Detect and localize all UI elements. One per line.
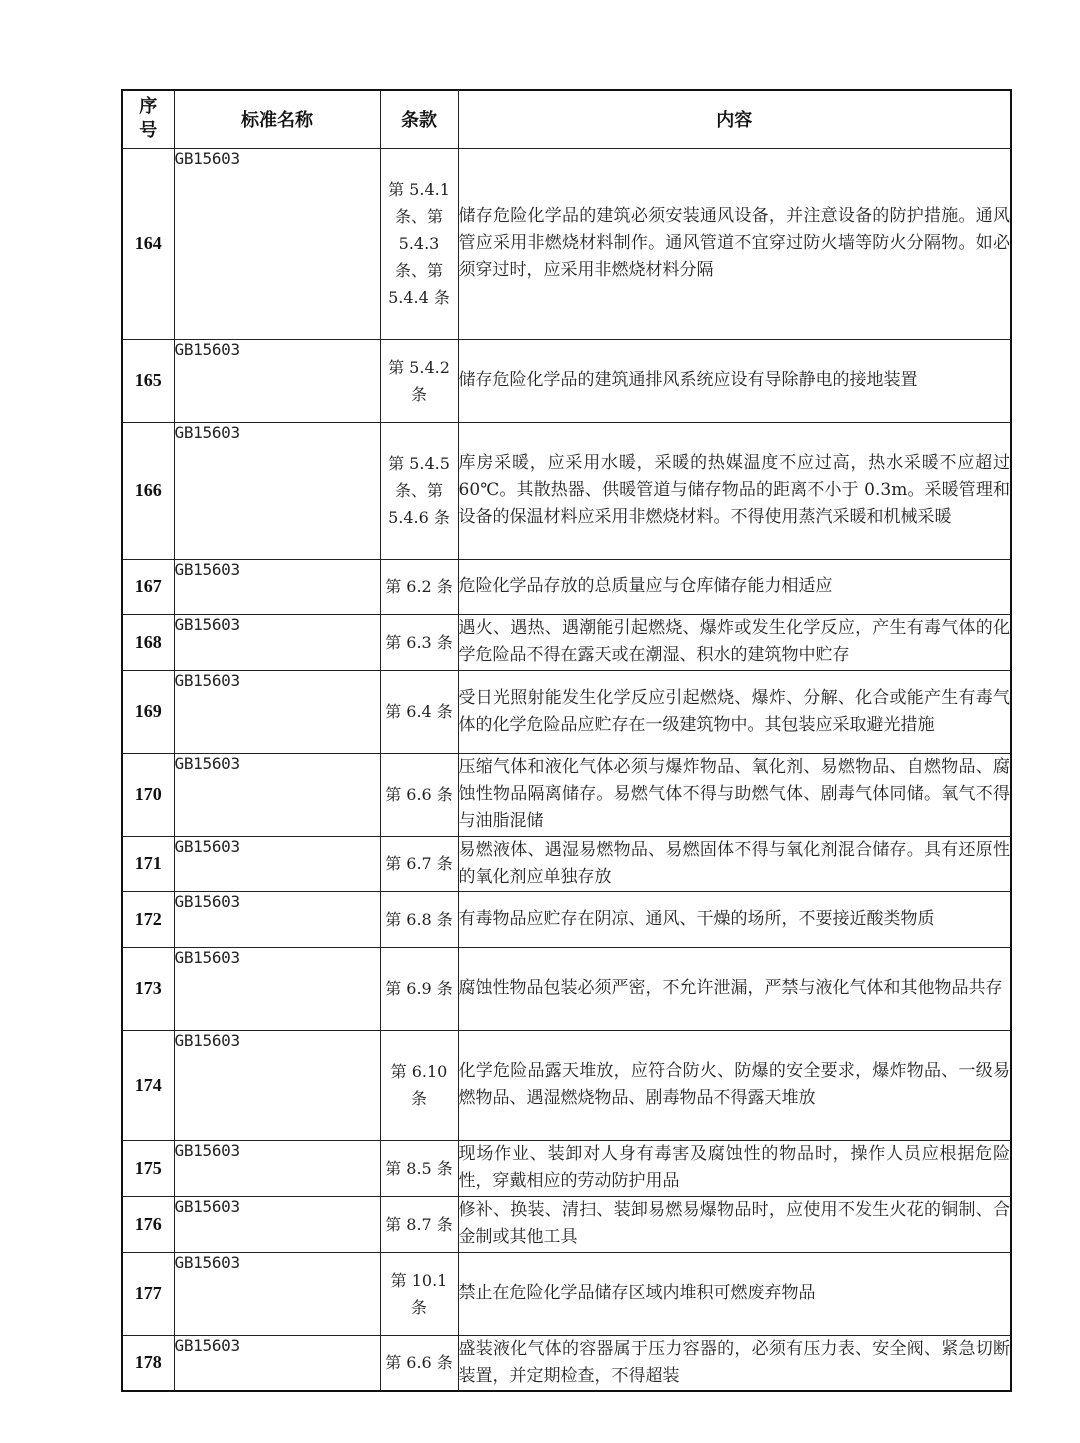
standard-name: GB15603 bbox=[174, 1335, 380, 1391]
standard-name: GB15603 bbox=[174, 1196, 380, 1252]
requirement-content: 危险化学品存放的总质量应与仓库储存能力相适应 bbox=[458, 559, 1011, 614]
clause-reference: 第 6.6 条 bbox=[380, 753, 458, 836]
requirement-content: 压缩气体和液化气体必须与爆炸物品、氧化剂、易燃物品、自燃物品、腐蚀性物品隔离储存。易燃气体不得与助燃气体、剧毒气体同储。氧气不得与油脂混储 bbox=[458, 753, 1011, 836]
clause-reference: 第 6.2 条 bbox=[380, 559, 458, 614]
table-row bbox=[122, 339, 1011, 422]
row-number: 175 bbox=[122, 1140, 174, 1196]
table-row bbox=[122, 753, 1011, 836]
table-row bbox=[122, 836, 1011, 891]
table-row bbox=[122, 947, 1011, 1030]
row-number: 168 bbox=[122, 614, 174, 670]
table-row bbox=[122, 1252, 1011, 1335]
requirement-content: 易燃液体、遇湿易燃物品、易燃固体不得与氧化剂混合储存。具有还原性的氧化剂应单独存放 bbox=[458, 836, 1011, 891]
row-number: 178 bbox=[122, 1335, 174, 1391]
requirement-content: 受日光照射能发生化学反应引起燃烧、爆炸、分解、化合或能产生有毒气体的化学危险品应贮存在一级建筑物中。其包装应采取避光措施 bbox=[458, 670, 1011, 753]
clause-reference: 第 8.7 条 bbox=[380, 1196, 458, 1252]
row-number: 177 bbox=[122, 1252, 174, 1335]
requirement-content: 储存危险化学品的建筑必须安装通风设备，并注意设备的防护措施。通风管应采用非燃烧材料制作。通风管道不宜穿过防火墙等防火分隔物。如必须穿过时，应采用非燃烧材料分隔 bbox=[458, 148, 1011, 339]
clause-reference: 第 10.1 条 bbox=[380, 1252, 458, 1335]
header-content: 内容 bbox=[458, 90, 1011, 148]
row-number: 164 bbox=[122, 148, 174, 339]
standard-name: GB15603 bbox=[174, 1140, 380, 1196]
requirement-content: 腐蚀性物品包装必须严密，不允许泄漏，严禁与液化气体和其他物品共存 bbox=[458, 947, 1011, 1030]
standard-name: GB15603 bbox=[174, 947, 380, 1030]
requirement-content: 库房采暖，应采用水暖，采暖的热媒温度不应过高，热水采暖不应超过 60℃。其散热器、供暖管道与储存物品的距离不小于 0.3m。采暖管理和设备的保温材料应采用非燃烧材料。不得使用蒸汽采暖和机械采暖 bbox=[458, 422, 1011, 559]
standard-name: GB15603 bbox=[174, 1252, 380, 1335]
header-serial-number: 序 号 bbox=[122, 90, 174, 148]
clause-reference: 第 6.7 条 bbox=[380, 836, 458, 891]
clause-reference: 第 5.4.2 条 bbox=[380, 339, 458, 422]
requirement-content: 化学危险品露天堆放，应符合防火、防爆的安全要求，爆炸物品、一级易燃物品、遇湿燃烧物品、剧毒物品不得露天堆放 bbox=[458, 1030, 1011, 1140]
header-clause: 条款 bbox=[380, 90, 458, 148]
standard-name: GB15603 bbox=[174, 836, 380, 891]
row-number: 174 bbox=[122, 1030, 174, 1140]
requirement-content: 遇火、遇热、遇潮能引起燃烧、爆炸或发生化学反应，产生有毒气体的化学危险品不得在露天或在潮湿、积水的建筑物中贮存 bbox=[458, 614, 1011, 670]
table-row bbox=[122, 1140, 1011, 1196]
table-row bbox=[122, 1335, 1011, 1391]
clause-reference: 第 5.4.5 条、第 5.4.6 条 bbox=[380, 422, 458, 559]
standard-name: GB15603 bbox=[174, 670, 380, 753]
header-row bbox=[122, 90, 1011, 148]
row-number: 169 bbox=[122, 670, 174, 753]
standard-name: GB15603 bbox=[174, 614, 380, 670]
row-number: 171 bbox=[122, 836, 174, 891]
row-number: 172 bbox=[122, 891, 174, 947]
table-row bbox=[122, 422, 1011, 559]
requirement-content: 修补、换装、清扫、装卸易燃易爆物品时，应使用不发生火花的铜制、合金制或其他工具 bbox=[458, 1196, 1011, 1252]
clause-reference: 第 6.6 条 bbox=[380, 1335, 458, 1391]
requirement-content: 盛装液化气体的容器属于压力容器的，必须有压力表、安全阀、紧急切断装置，并定期检查，不得超装 bbox=[458, 1335, 1011, 1391]
row-number: 165 bbox=[122, 339, 174, 422]
table-row bbox=[122, 1196, 1011, 1252]
standard-name: GB15603 bbox=[174, 339, 380, 422]
header-standard-name: 标准名称 bbox=[174, 90, 380, 148]
regulations-table bbox=[121, 89, 1012, 1392]
clause-reference: 第 5.4.1 条、第 5.4.3 条、第 5.4.4 条 bbox=[380, 148, 458, 339]
row-number: 176 bbox=[122, 1196, 174, 1252]
standard-name: GB15603 bbox=[174, 148, 380, 339]
table-row bbox=[122, 614, 1011, 670]
requirement-content: 储存危险化学品的建筑通排风系统应设有导除静电的接地装置 bbox=[458, 339, 1011, 422]
row-number: 173 bbox=[122, 947, 174, 1030]
clause-reference: 第 6.8 条 bbox=[380, 891, 458, 947]
row-number: 170 bbox=[122, 753, 174, 836]
standard-name: GB15603 bbox=[174, 1030, 380, 1140]
clause-reference: 第 6.3 条 bbox=[380, 614, 458, 670]
table-row bbox=[122, 891, 1011, 947]
requirement-content: 禁止在危险化学品储存区域内堆积可燃废弃物品 bbox=[458, 1252, 1011, 1335]
standard-name: GB15603 bbox=[174, 753, 380, 836]
requirement-content: 现场作业、装卸对人身有毒害及腐蚀性的物品时，操作人员应根据危险性，穿戴相应的劳动防护用品 bbox=[458, 1140, 1011, 1196]
row-number: 166 bbox=[122, 422, 174, 559]
standard-name: GB15603 bbox=[174, 891, 380, 947]
row-number: 167 bbox=[122, 559, 174, 614]
clause-reference: 第 8.5 条 bbox=[380, 1140, 458, 1196]
table-row bbox=[122, 559, 1011, 614]
standard-name: GB15603 bbox=[174, 559, 380, 614]
clause-reference: 第 6.10 条 bbox=[380, 1030, 458, 1140]
standard-name: GB15603 bbox=[174, 422, 380, 559]
requirement-content: 有毒物品应贮存在阴凉、通风、干燥的场所，不要接近酸类物质 bbox=[458, 891, 1011, 947]
table-row bbox=[122, 1030, 1011, 1140]
clause-reference: 第 6.4 条 bbox=[380, 670, 458, 753]
table-row bbox=[122, 670, 1011, 753]
table-row bbox=[122, 148, 1011, 339]
clause-reference: 第 6.9 条 bbox=[380, 947, 458, 1030]
